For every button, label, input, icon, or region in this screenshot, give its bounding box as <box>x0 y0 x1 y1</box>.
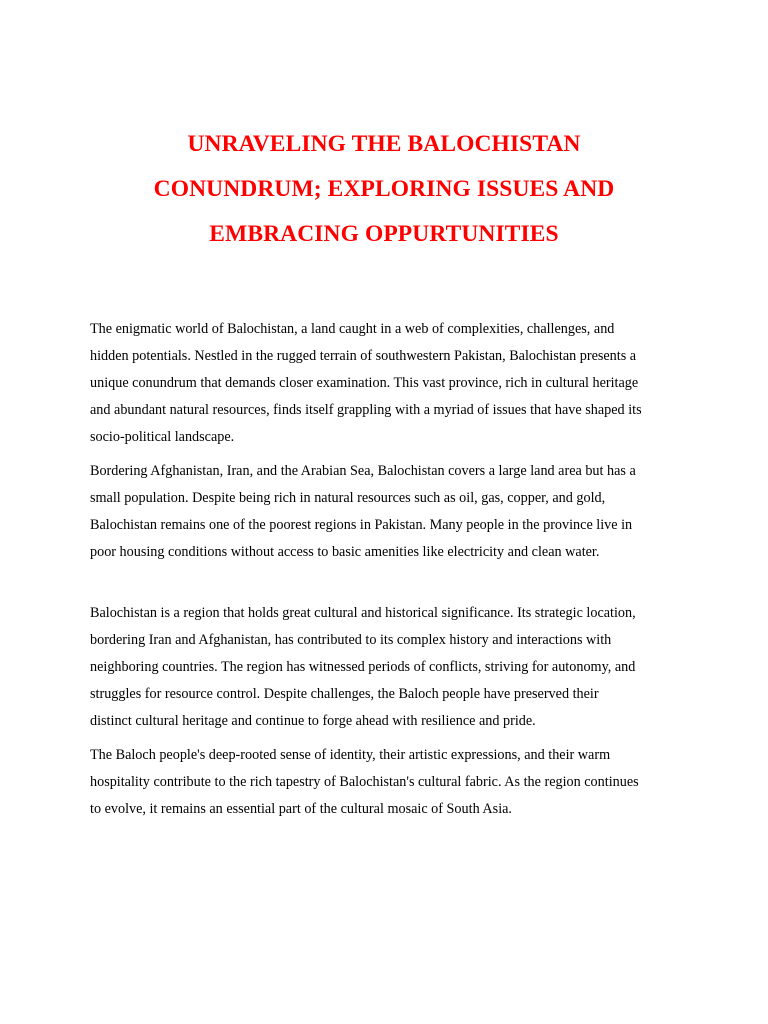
text-line: poor housing conditions without access to basic amenities like electricity and clean water. <box>90 544 600 560</box>
paragraph-intro <box>90 316 680 451</box>
text-line: and abundant natural resources, finds itself grappling with a myriad of issues that have shaped its <box>90 402 642 418</box>
text-line: hospitality contribute to the rich tapestry of Balochistan's cultural fabric. As the region continues <box>90 774 639 790</box>
text-line: neighboring countries. The region has witnessed periods of conflicts, striving for autonomy, and <box>90 659 636 675</box>
text-line: struggles for resource control. Despite challenges, the Baloch people have preserved their <box>90 686 599 702</box>
title-line: UNRAVELING THE BALOCHISTAN <box>187 131 581 157</box>
paragraph-culture <box>90 742 680 823</box>
text-line: Balochistan remains one of the poorest regions in Pakistan. Many people in the province live in <box>90 517 633 533</box>
text-line: socio-political landscape. <box>90 429 235 445</box>
paragraph-history <box>90 600 680 735</box>
title-line: CONUNDRUM; EXPLORING ISSUES AND <box>153 176 615 202</box>
text-line: bordering Iran and Afghanistan, has contributed to its complex history and interactions with <box>90 632 612 648</box>
text-line: Balochistan is a region that holds great cultural and historical significance. Its strategic location, <box>90 605 636 621</box>
text-line: hidden potentials. Nestled in the rugged terrain of southwestern Pakistan, Balochistan presents a <box>90 348 637 364</box>
title-line: EMBRACING OPPURTUNITIES <box>209 221 559 247</box>
text-line: to evolve, it remains an essential part of the cultural mosaic of South Asia. <box>90 801 512 817</box>
document-body <box>90 316 680 823</box>
text-line: small population. Despite being rich in natural resources such as oil, gas, copper, and gold, <box>90 490 606 506</box>
text-line: unique conundrum that demands closer examination. This vast province, rich in cultural heritage <box>90 375 639 391</box>
text-line: Bordering Afghanistan, Iran, and the Arabian Sea, Balochistan covers a large land area but has a <box>90 463 636 479</box>
text-line: The Baloch people's deep-rooted sense of identity, their artistic expressions, and their warm <box>90 747 611 763</box>
text-line: distinct cultural heritage and continue to forge ahead with resilience and pride. <box>90 713 536 729</box>
paragraph-geography <box>90 458 680 566</box>
text-line: The enigmatic world of Balochistan, a land caught in a web of complexities, challenges, and <box>90 321 615 337</box>
document-title <box>90 122 678 257</box>
